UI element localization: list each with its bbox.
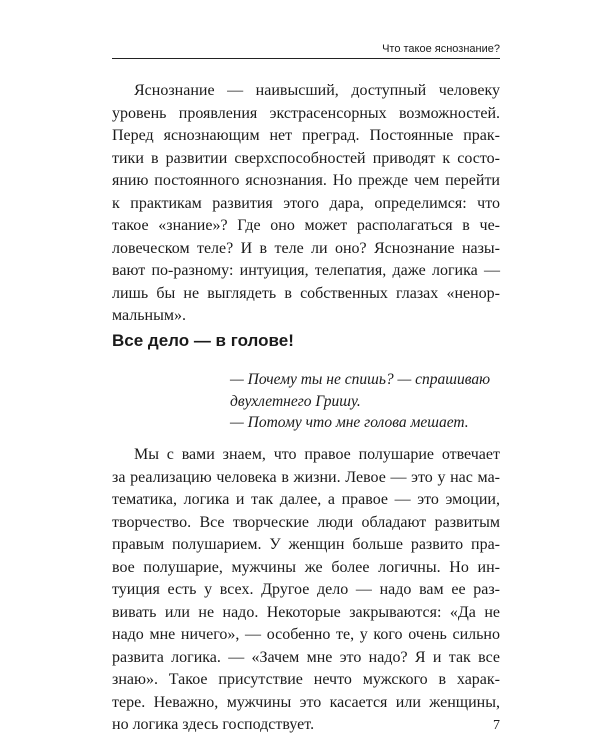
paragraph-intro (112, 80, 500, 328)
text-line: такое «знание»? Где оно может располагаться в че- (112, 217, 500, 234)
text-line: Мы с вами знаем, что правое полушарие отвечает (134, 446, 500, 463)
running-head: Что такое яснознание? (112, 42, 500, 59)
text-line: надо мне ничего», — особенно те, у кого очень сильно (112, 626, 500, 643)
text-line: вое полушарие, мужчины же более логичны. Но ин- (112, 558, 500, 576)
text-line: лишь бы не выглядеть в собственных глазах «ненор- (112, 284, 500, 302)
text-line: тере. Неважно, мужчины это касается или женщины, (112, 693, 500, 711)
text-line: Перед яснознающим нет преград. Постоянные прак- (112, 127, 500, 144)
text-line: развита логика. — «Зачем мне это надо? Я и так все (112, 648, 500, 666)
text-line: к практикам развития этого дара, определимся: что (112, 194, 500, 212)
text-line: ловеческом теле? И в теле ли оно? Яснознание назы- (112, 239, 500, 257)
text-line: знаю». Такое присутствие нечто мужского в харак- (112, 671, 500, 688)
text-line: творчество. Все творческие люди обладают развитым (112, 513, 500, 531)
text-line: вают по-разному: интуиция, телепатия, даже логика — (112, 262, 500, 279)
epigraph-line: — Почему ты не спишь? — спрашиваю (230, 371, 491, 388)
page-number: 7 (493, 718, 500, 733)
text-line: но логика здесь господствует. (112, 716, 315, 733)
section-heading: Все дело — в голове! (112, 331, 294, 350)
text-line: вивать или не надо. Некоторые закрываются: «Да не (112, 603, 500, 621)
paragraph-hemispheres (112, 444, 500, 737)
text-line: тики в развитии сверхспособностей приводят к состо- (112, 149, 500, 167)
text-line: мальным». (112, 307, 186, 324)
text-line: янию постоянного яснознания. Но прежде чем перейти (112, 172, 500, 189)
text-line: туиция есть у всех. Другое дело — надо вам ее раз- (112, 581, 500, 598)
text-line: за реализацию человека в жизни. Левое — это у нас ма- (112, 468, 500, 486)
text-line: правым полушарием. У женщин больше развито пра- (112, 536, 500, 553)
text-line: тематика, логика и так далее, а правое — это эмоции, (112, 491, 500, 508)
epigraph-line: — Потому что мне голова мешает. (230, 414, 469, 431)
text-line: Яснознание — наивысший, доступный человеку (134, 82, 500, 99)
epigraph (230, 369, 500, 434)
epigraph-line: двухлетнего Гришу. (230, 392, 361, 410)
text-line: уровень проявления экстрасенсорных возможностей. (112, 104, 500, 122)
